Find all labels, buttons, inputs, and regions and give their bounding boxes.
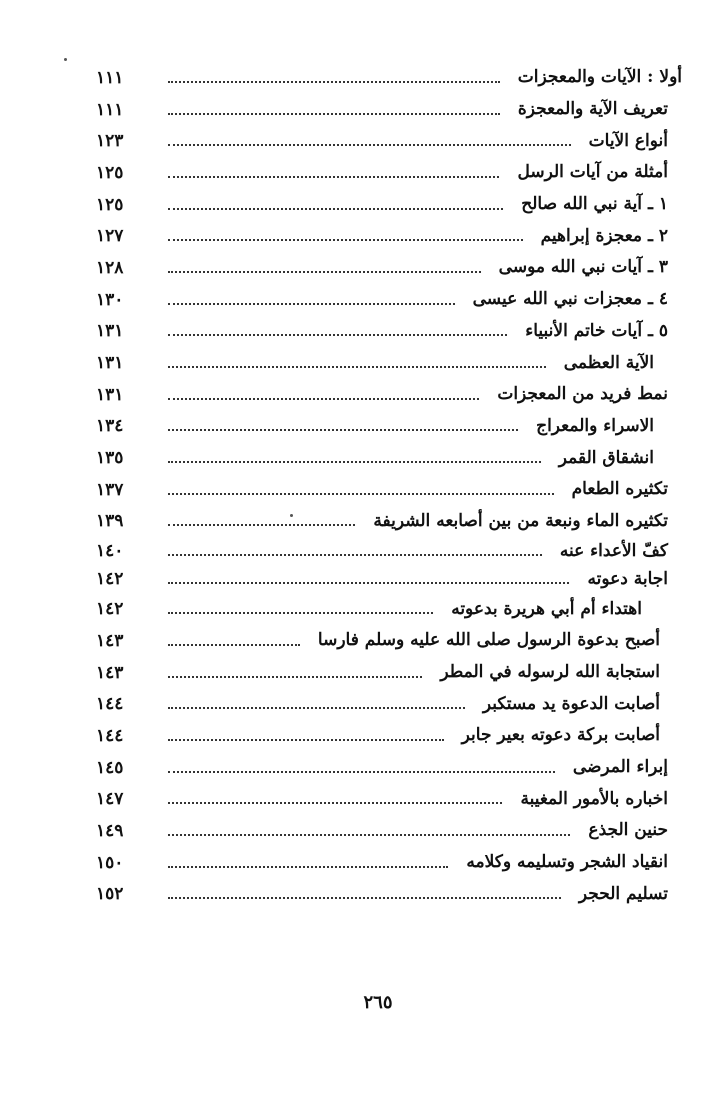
table-of-contents (96, 62, 682, 910)
toc-entry (96, 316, 682, 348)
toc-entry-title: تسليم الحجر (578, 883, 668, 904)
toc-entry-title: انشقاق القمر (558, 447, 654, 468)
toc-entry-page: ١٣٤ (96, 416, 124, 437)
toc-entry (96, 593, 682, 625)
toc-entry (96, 625, 682, 657)
toc-entry-title: تعريف الآية والمعجزة (517, 99, 668, 120)
toc-entry-page: ١١١ (96, 67, 124, 88)
toc-entry-title: اجابة دعوته (587, 568, 668, 589)
toc-entry-page: ١٣٥ (96, 448, 124, 469)
dot-leader (168, 802, 502, 804)
toc-entry-page: ١٤٩ (96, 820, 124, 841)
toc-entry-title: تكثيره الماء ونبعة من بين أصابعه الشريفة (373, 510, 668, 531)
scan-speck (64, 58, 67, 61)
toc-entry-page: ١٢٧ (96, 226, 124, 247)
toc-entry (96, 506, 682, 538)
toc-entry (96, 347, 682, 379)
toc-entry-page: ١٥٠ (96, 852, 124, 873)
page-number: ٢٦٥ (363, 992, 393, 1013)
toc-entry-title: اهتداء أم أبي هريرة بدعوته (451, 598, 642, 619)
toc-entry (96, 565, 682, 593)
toc-entry-title: أصبح بدعوة الرسول صلى الله عليه وسلم فارسا (317, 630, 660, 651)
toc-entry (96, 411, 682, 443)
dot-leader (168, 644, 300, 646)
toc-entry (96, 752, 682, 784)
toc-entry-title: إبراء المرضى (572, 757, 668, 778)
toc-entry (96, 252, 682, 284)
toc-entry-title: أصابت بركة دعوته بعير جابر (461, 725, 660, 746)
toc-entry-page: ١٥٢ (96, 884, 124, 905)
toc-entry (96, 847, 682, 879)
dot-leader (168, 897, 561, 899)
toc-entry-title: الاسراء والمعراج (536, 415, 654, 436)
toc-entry-page: ١٤٥ (96, 757, 124, 778)
dot-leader (168, 208, 503, 210)
toc-entry (96, 220, 682, 252)
dot-leader (168, 176, 499, 178)
toc-entry (96, 94, 682, 126)
toc-entry-title: ٤ ـ معجزات نبي الله عيسى (472, 289, 668, 310)
toc-entry-title: أصابت الدعوة يد مستكبر (482, 693, 660, 714)
toc-entry-title: ٥ ـ آيات خاتم الأنبياء (525, 320, 668, 341)
dot-leader (168, 239, 523, 241)
dot-leader (168, 429, 518, 431)
toc-entry-title: انقياد الشجر وتسليمه وكلامه (466, 852, 668, 873)
dot-leader (168, 524, 355, 526)
dot-leader (168, 461, 541, 463)
dot-leader (168, 271, 481, 273)
dot-leader (168, 866, 448, 868)
toc-entry-page: ١٢٨ (96, 257, 124, 278)
dot-leader (168, 493, 554, 495)
dot-leader (168, 334, 507, 336)
dot-leader (168, 612, 433, 614)
toc-entry-title: ٣ ـ آيات نبي الله موسى (498, 257, 668, 278)
toc-entry-title: اخباره بالأمور المغيبة (520, 788, 668, 809)
toc-entry (96, 657, 682, 689)
dot-leader (168, 81, 500, 83)
toc-entry-title: أمثلة من آيات الرسل (517, 162, 668, 183)
toc-entry-page: ١٣١ (96, 384, 124, 405)
toc-entry-page: ١٢٣ (96, 131, 124, 152)
toc-entry-title: نمط فريد من المعجزات (497, 384, 668, 405)
toc-entry-page: ١٤٠ (96, 541, 124, 562)
dot-leader (168, 739, 444, 741)
dot-leader (168, 144, 571, 146)
toc-entry-page: ١٣٠ (96, 289, 124, 310)
toc-entry-page: ١٤٤ (96, 694, 124, 715)
toc-entry-page: ١٢٥ (96, 162, 124, 183)
toc-entry-page: ١٤٢ (96, 569, 124, 590)
dot-leader (168, 771, 555, 773)
toc-entry-title: حنين الجذع (588, 820, 668, 841)
toc-entry (96, 879, 682, 911)
dot-leader (168, 582, 569, 584)
toc-entry (96, 783, 682, 815)
dot-leader (168, 398, 479, 400)
toc-entry-page: ١٤٣ (96, 662, 124, 683)
dot-leader (168, 554, 542, 556)
toc-entry-title: ٢ ـ معجزة إبراهيم (540, 225, 668, 246)
toc-entry-page: ١٣١ (96, 321, 124, 342)
toc-entry (96, 125, 682, 157)
toc-entry-page: ١٤٢ (96, 599, 124, 620)
toc-entry (96, 815, 682, 847)
toc-entry-page: ١٣٩ (96, 511, 124, 532)
toc-entry-page: ١٢٥ (96, 194, 124, 215)
toc-entry (96, 62, 682, 94)
toc-entry-page: ١٣١ (96, 353, 124, 374)
dot-leader (168, 366, 546, 368)
scan-speck (290, 514, 293, 517)
toc-entry-page: ١٤٣ (96, 630, 124, 651)
toc-entry-page: ١١١ (96, 99, 124, 120)
toc-entry-title: تكثيره الطعام (571, 479, 668, 500)
toc-entry (96, 537, 682, 565)
toc-entry-title: أنواع الآيات (588, 130, 668, 151)
toc-entry (96, 189, 682, 221)
dot-leader (168, 113, 500, 115)
toc-entry (96, 379, 682, 411)
toc-entry-title: الآية العظمى (563, 352, 654, 373)
toc-entry-title: كفّ الأعداء عنه (559, 540, 668, 561)
toc-entry (96, 688, 682, 720)
toc-entry-page: ١٤٧ (96, 789, 124, 810)
toc-entry-title: ١ ـ آية نبي الله صالح (521, 194, 668, 215)
toc-entry (96, 284, 682, 316)
toc-entry-page: ١٤٤ (96, 725, 124, 746)
toc-entry (96, 474, 682, 506)
dot-leader (168, 834, 570, 836)
toc-entry-title: استجابة الله لرسوله في المطر (440, 662, 660, 683)
toc-entry (96, 720, 682, 752)
toc-entry-page: ١٣٧ (96, 479, 124, 500)
dot-leader (168, 303, 455, 305)
dot-leader (168, 676, 422, 678)
toc-entry (96, 442, 682, 474)
toc-entry-title: أولا : الآيات والمعجزات (517, 67, 682, 88)
toc-entry (96, 157, 682, 189)
dot-leader (168, 707, 465, 709)
